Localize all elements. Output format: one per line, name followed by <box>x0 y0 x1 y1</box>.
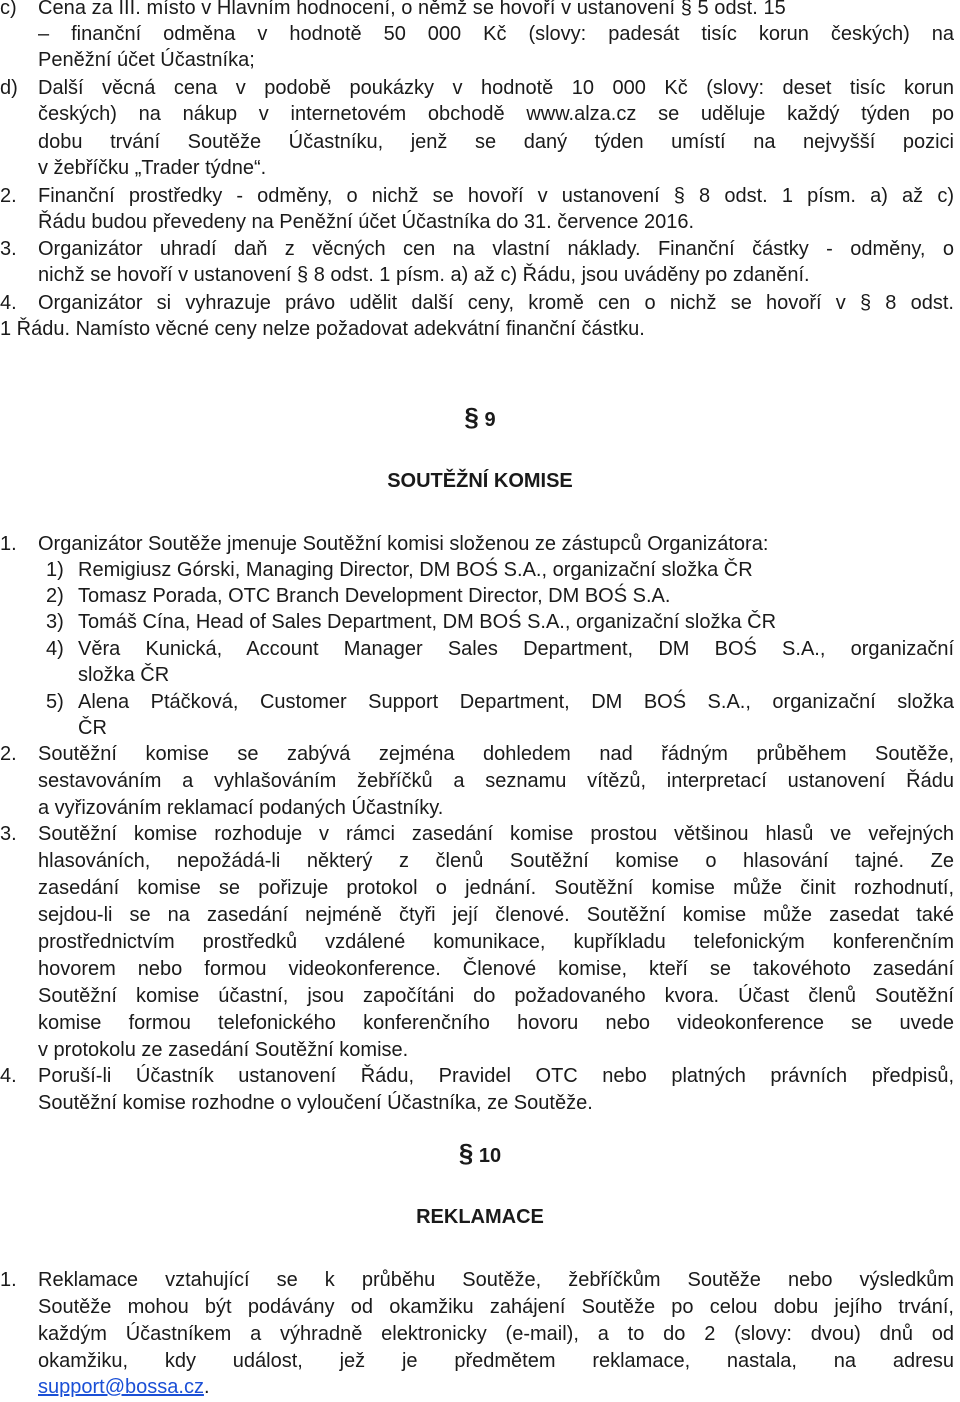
item-9-1-text: Organizátor Soutěže jmenuje Soutěžní komisi složenou ze zástupců Organizátora: <box>38 533 769 555</box>
member-4-line-2: složka ČR <box>78 664 170 686</box>
item-8-2-line-1: Finanční prostředky - odměny, o nichž se hovoří v ustanovení § 8 odst. 1 písm. a) až c) <box>38 185 954 207</box>
item-10-1-line-1: Reklamace vztahující se k průběhu Soutěže, žebříčkům Soutěže nebo výsledkům <box>38 1269 954 1291</box>
member-3-text: Tomáš Cína, Head of Sales Department, DM BOŚ S.A., organizační složka ČR <box>78 611 777 633</box>
item-9-3-line-7: Soutěžní komise účastní, jsou započítáni do požadovaného kvora. Účast členů Soutěžní <box>38 985 954 1007</box>
item-9-3-line-2: hlasováních, nepožádá-li některý z členů Soutěžní komise o hlasování tajné. Ze <box>38 850 954 872</box>
item-9-3-line-1: Soutěžní komise rozhoduje v rámci zasedání komise prostou většinou hlasů ve veřejných <box>38 823 954 845</box>
item-8-2-line-2: Řádu budou převedeny na Peněžní účet Účastníka do 31. července 2016. <box>38 211 695 233</box>
item-10-1-line-3: každým Účastníkem a výhradně elektronicky (e-mail), a to do 2 (slovy: dvou) dnů od <box>38 1323 954 1345</box>
member-3-label: 3) <box>46 611 64 633</box>
section-sign-icon: § <box>458 1138 474 1168</box>
item-10-1-label: 1. <box>0 1269 17 1291</box>
item-8-4-label: 4. <box>0 292 17 314</box>
item-9-3-line-9: v protokolu ze zasedání Soutěžní komise. <box>38 1039 409 1061</box>
item-10-1-line-4: okamžiku, kdy událost, jež je předmětem reklamace, nastala, na adresu <box>38 1350 954 1372</box>
item-9-4-label: 4. <box>0 1065 17 1087</box>
item-8-4-line-2: 1 Řádu. Namísto věcné ceny nelze požadovat adekvátní finanční částku. <box>0 318 645 340</box>
member-1-text: Remigiusz Górski, Managing Director, DM BOŚ S.A., organizační složka ČR <box>78 559 753 581</box>
item-d-label: d) <box>0 77 18 99</box>
item-9-3-line-3: zasedání komise se pořizuje protokol o jednání. Soutěžní komise může činit rozhodnutí, <box>38 877 954 899</box>
item-d-line-3: dobu trvání Soutěže Účastníku, jenž se daný týden umístí na nejvyšší pozici <box>38 131 954 153</box>
section-9-title: SOUTĚŽNÍ KOMISE <box>387 470 573 492</box>
item-10-1-line-2: Soutěže mohou být podávány od okamžiku zahájení Soutěže po celou dobu jejího trvání, <box>38 1296 954 1318</box>
item-d-line-2: českých) na nákup v internetovém obchodě www.alza.cz se uděluje každý týden po <box>38 103 954 125</box>
member-4-label: 4) <box>46 638 64 660</box>
item-8-2-label: 2. <box>0 185 17 207</box>
support-email-link[interactable]: support@bossa.cz <box>38 1376 204 1398</box>
item-9-2-label: 2. <box>0 743 17 765</box>
item-c-line-3: Peněžní účet Účastníka; <box>38 49 255 71</box>
member-2-text: Tomasz Porada, OTC Branch Development Director, DM BOŚ S.A. <box>78 585 671 607</box>
section-10-number <box>0 1140 960 1169</box>
item-9-4-line-2: Soutěžní komise rozhodne o vyloučení Účastníka, ze Soutěže. <box>38 1092 593 1114</box>
item-9-2-line-2: sestavováním a vyhlašováním žebříčků a seznamu vítězů, interpretací ustanovení Řádu <box>38 770 954 792</box>
item-9-3-line-8: komise formou telefonického konferenčního hovoru nebo videokonference se uvede <box>38 1012 954 1034</box>
item-9-2-line-1: Soutěžní komise se zabývá zejména dohledem nad řádným průběhem Soutěže, <box>38 743 954 765</box>
item-9-4-line-1: Poruší-li Účastník ustanovení Řádu, Pravidel OTC nebo platných právních předpisů, <box>38 1065 954 1087</box>
section-10-number-text: 10 <box>478 1145 502 1167</box>
item-d-line-1: Další věcná cena v podobě poukázky v hodnotě 10 000 Kč (slovy: deset tisíc korun <box>38 77 954 99</box>
section-sign-icon: § <box>464 402 479 432</box>
item-8-3-label: 3. <box>0 238 17 260</box>
item-9-1-label: 1. <box>0 533 17 555</box>
member-5-line-1: Alena Ptáčková, Customer Support Department, DM BOŚ S.A., organizační složka <box>78 691 954 713</box>
member-4-line-1: Věra Kunická, Account Manager Sales Department, DM BOŚ S.A., organizační <box>78 638 954 660</box>
support-email-suffix: . <box>203 1376 210 1398</box>
section-9-number-text: 9 <box>484 409 496 431</box>
section-10-title: REKLAMACE <box>416 1206 544 1228</box>
member-5-line-2: ČR <box>78 717 107 739</box>
item-8-4-line-1: Organizátor si vyhrazuje právo udělit další ceny, kromě cen o nichž se hovoří v § 8 odst. <box>38 292 954 314</box>
item-8-3-line-2: nichž se hovoří v ustanovení § 8 odst. 1 písm. a) až c) Řádu, jsou uváděny po zdanění. <box>38 264 810 286</box>
support-email-line <box>38 1375 210 1399</box>
item-c-line-1: Cena za III. místo v Hlavním hodnocení, o němž se hovoří v ustanovení § 5 odst. 15 <box>38 0 786 19</box>
item-c-line-2: – finanční odměna v hodnotě 50 000 Kč (slovy: padesát tisíc korun českých) na <box>38 23 954 45</box>
item-9-2-line-3: a vyřizováním reklamací podaných Účastníky. <box>38 797 444 819</box>
item-9-3-line-4: sejdou-li se na zasedání nejméně čtyři její členové. Soutěžní komise může zasedat také <box>38 904 954 926</box>
item-c-label: c) <box>0 0 17 19</box>
item-9-3-line-5: prostřednictvím prostředků vzdálené komunikace, kupříkladu telefonickým konferenčním <box>38 931 954 953</box>
item-d-line-4: v žebříčku „Trader týdne“. <box>38 157 267 179</box>
member-2-label: 2) <box>46 585 64 607</box>
section-9-number <box>0 404 960 433</box>
member-1-label: 1) <box>46 559 64 581</box>
item-9-3-label: 3. <box>0 823 17 845</box>
item-8-3-line-1: Organizátor uhradí daň z věcných cen na vlastní náklady. Finanční částky - odměny, o <box>38 238 954 260</box>
item-9-3-line-6: hovorem nebo formou videokonference. Členové komise, kteří se takovéhoto zasedání <box>38 958 954 980</box>
member-5-label: 5) <box>46 691 64 713</box>
